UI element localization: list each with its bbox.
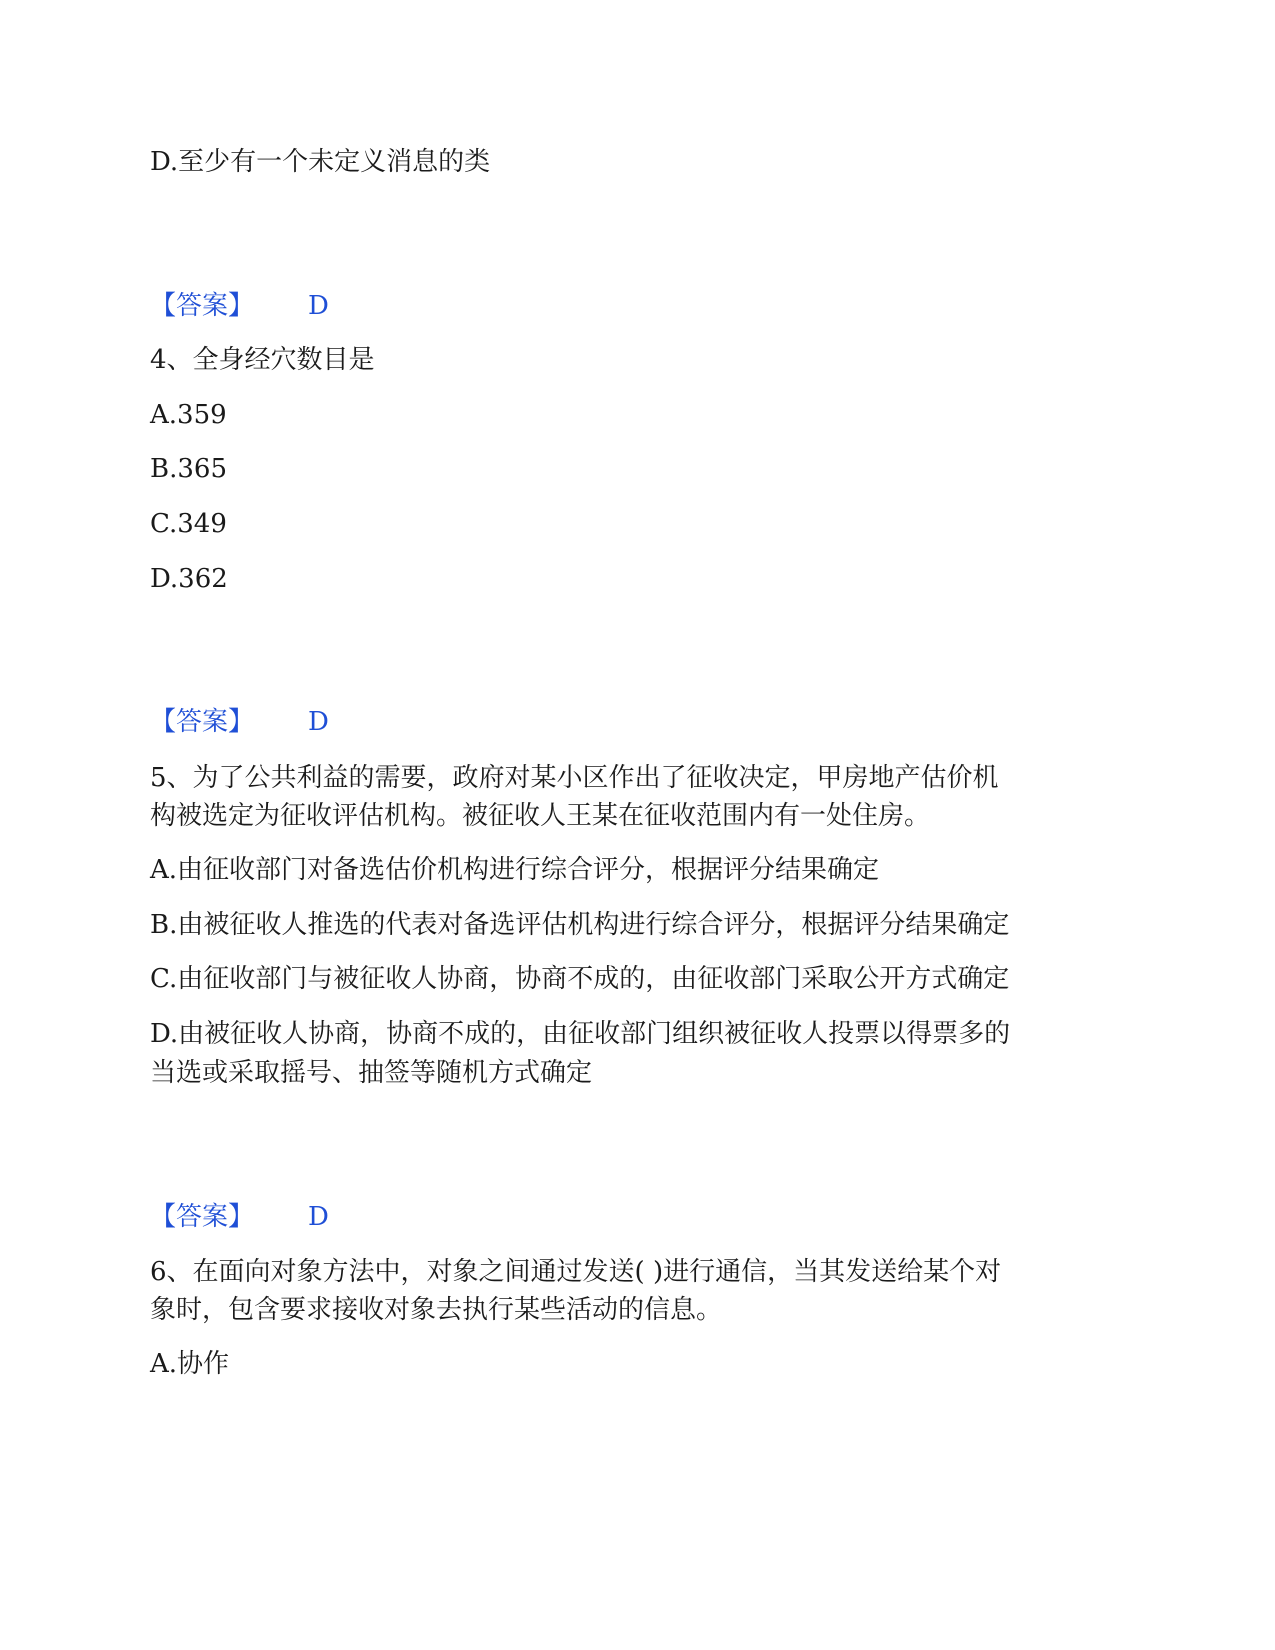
question-5-option-d-line-1: D.由被征收人协商，协商不成的，由征收部门组织被征收人投票以得票多的 xyxy=(150,1019,1011,1049)
question-4-option-b: B.365 xyxy=(150,454,227,484)
answer-value: D xyxy=(308,707,329,737)
answer-line xyxy=(150,287,329,325)
answer-value: D xyxy=(308,291,329,321)
question-4-option-a: A.359 xyxy=(150,400,227,430)
question-6-option-a: A.协作 xyxy=(150,1349,230,1379)
answer-value: D xyxy=(308,1202,329,1232)
question-5-stem-line-1: 5、为了公共利益的需要，政府对某小区作出了征收决定，甲房地产估价机 xyxy=(150,763,999,793)
question-5-stem-line-2: 构被选定为征收评估机构。被征收人王某在征收范围内有一处住房。 xyxy=(150,801,931,831)
question-5-option-c: C.由征收部门与被征收人协商，协商不成的，由征收部门采取公开方式确定 xyxy=(150,964,1010,994)
question-6-stem-line-2: 象时，包含要求接收对象去执行某些活动的信息。 xyxy=(150,1295,723,1325)
prev-option-d: D.至少有一个未定义消息的类 xyxy=(150,147,491,177)
question-6-stem-line-1: 6、在面向对象方法中，对象之间通过发送( )进行通信，当其发送给某个对 xyxy=(150,1257,1002,1287)
question-5-option-b: B.由被征收人推选的代表对备选评估机构进行综合评分，根据评分结果确定 xyxy=(150,910,1010,940)
question-4-option-c: C.349 xyxy=(150,509,227,539)
answer-label: 【答案】 xyxy=(150,707,255,737)
answer-label: 【答案】 xyxy=(150,1202,255,1232)
question-5-option-a: A.由征收部门对备选估价机构进行综合评分，根据评分结果确定 xyxy=(150,855,880,885)
answer-line xyxy=(150,1198,329,1236)
question-4-option-d: D.362 xyxy=(150,564,228,594)
question-5-option-d-line-2: 当选或采取摇号、抽签等随机方式确定 xyxy=(150,1058,593,1088)
answer-line xyxy=(150,703,329,741)
question-4-stem: 4、全身经穴数目是 xyxy=(150,345,375,375)
answer-label: 【答案】 xyxy=(150,291,255,321)
